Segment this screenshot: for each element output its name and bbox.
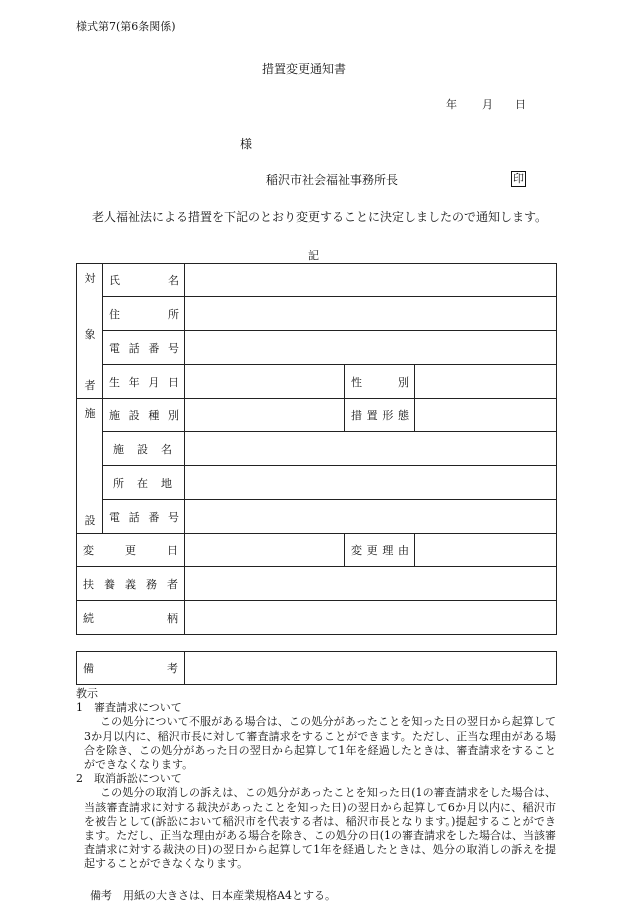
main-table [76, 263, 557, 635]
footer-note: 備考 用紙の大きさは、日本産業規格A4とする。 [90, 889, 336, 902]
label-char: 設 [137, 442, 148, 456]
value-facility-name[interactable] [185, 432, 557, 466]
label-char: 理 [382, 544, 394, 557]
value-measure-form[interactable] [415, 399, 557, 432]
label-location [103, 466, 185, 500]
value-sex[interactable] [415, 365, 557, 399]
label-char: 番 [148, 341, 160, 355]
value-address[interactable] [185, 297, 557, 331]
date-year-label: 年 [446, 98, 457, 111]
label-char: 別 [398, 375, 409, 389]
label-char: 養 [104, 577, 115, 591]
label-char: 措 [351, 409, 362, 422]
label-char: 扶 [83, 577, 94, 591]
label-char: 柄 [167, 611, 178, 625]
label-char: 態 [397, 409, 409, 422]
label-char: 変 [83, 544, 94, 557]
label-char: 形 [382, 409, 394, 422]
remarks-table [76, 651, 557, 685]
label-char: 年 [128, 375, 140, 389]
value-facility-type[interactable] [185, 399, 345, 432]
label-char: 氏 [109, 274, 120, 287]
value-name[interactable] [185, 264, 557, 297]
label-char: 務 [146, 577, 157, 591]
label-char: 備 [83, 662, 94, 675]
value-remarks[interactable] [185, 652, 557, 685]
label-char: 所 [113, 476, 124, 490]
label-char: 続 [83, 611, 94, 625]
value-phone[interactable] [185, 331, 557, 365]
group-subject-cell [77, 264, 103, 399]
label-char: 号 [167, 510, 179, 524]
value-birthdate[interactable] [185, 365, 345, 399]
label-char: 電 [109, 341, 120, 355]
label-char: 日 [167, 544, 178, 557]
label-name [103, 264, 185, 297]
label-char: 在 [137, 476, 148, 490]
item2-body: この処分の取消しの訴えは、この処分があったことを知った日(1の審査請求をした場合は、当該審査請求に対する裁決があったことを知った日)の翌日から起算して6か月以内に、稲沢市を被告として(訴訟において稲沢市を代表する者は、稲沢市長となります。)提起することができます。ただし、正当な理由がある場合を除き、この処分の日(1の審査請求をした場合は、当該審査請求に対する裁決の日)の翌日から起算して1年を経過したときは、処分の取消しの訴えを提起することができなくなります。 [84, 786, 556, 871]
document-title: 措置変更通知書 [262, 62, 347, 76]
label-facility-name [103, 432, 185, 466]
sender-name: 稲沢市社会福祉事務所長 [266, 173, 399, 187]
group-facility-char: 設 [84, 514, 96, 527]
value-change-date[interactable] [185, 534, 345, 567]
label-char: 地 [161, 476, 172, 490]
seal-mark: 印 [513, 172, 524, 185]
group-subject-char: 者 [84, 379, 96, 392]
item2-title: 2 取消訴訟について [76, 772, 182, 786]
label-char: 生 [109, 375, 120, 389]
label-supporter [77, 567, 185, 601]
value-supporter[interactable] [185, 567, 557, 601]
form-number: 様式第7(第6条関係) [76, 20, 176, 33]
label-char: 施 [113, 442, 124, 456]
date-month-label: 月 [482, 98, 493, 111]
label-char: 考 [167, 662, 178, 675]
label-char: 由 [397, 544, 409, 557]
label-relationship [77, 601, 185, 635]
instructions-section [76, 687, 556, 872]
label-char: 変 [351, 544, 362, 557]
label-char: 名 [168, 274, 179, 287]
label-char: 号 [167, 341, 179, 355]
label-char: 日 [167, 375, 179, 389]
intro-text: 老人福祉法による措置を下記のとおり変更することに決定しましたので通知します。 [92, 210, 548, 224]
label-char: 種 [148, 409, 160, 422]
label-char: 住 [109, 307, 120, 321]
label-char: 所 [168, 307, 179, 321]
label-char: 番 [148, 510, 160, 524]
date-day-label: 日 [515, 98, 526, 111]
label-char: 別 [167, 409, 179, 422]
label-remarks [77, 652, 185, 685]
label-facility-type [103, 399, 185, 432]
label-char: 者 [167, 577, 178, 591]
addressee-suffix: 様 [240, 137, 253, 151]
item1-body: この処分について不服がある場合は、この処分があったことを知った日の翌日から起算して3か月以内に、稲沢市長に対して審査請求をすることができます。ただし、正当な理由がある場合を除き、この処分があった日の翌日から起算して1年を経過したときは、審査請求をすることができなくなります。 [84, 715, 556, 772]
group-subject-char: 対 [84, 272, 96, 285]
label-char: 更 [366, 544, 378, 557]
value-facility-phone[interactable] [185, 500, 557, 534]
label-char: 施 [109, 409, 120, 422]
label-change-reason [345, 534, 415, 567]
label-char: 電 [109, 510, 120, 524]
label-char: 話 [128, 510, 140, 524]
label-measure-form [345, 399, 415, 432]
item1-title: 1 審査請求について [76, 701, 182, 715]
value-change-reason[interactable] [415, 534, 557, 567]
label-phone [103, 331, 185, 365]
ki-label: 記 [308, 249, 319, 262]
group-facility-char: 施 [84, 407, 96, 420]
label-char: 更 [125, 544, 136, 557]
value-relationship[interactable] [185, 601, 557, 635]
instructions-heading: 教示 [76, 687, 98, 700]
label-char: 義 [125, 577, 136, 591]
group-subject-char: 象 [84, 328, 96, 341]
value-location[interactable] [185, 466, 557, 500]
label-facility-phone [103, 500, 185, 534]
label-char: 名 [161, 442, 172, 456]
label-birthdate [103, 365, 185, 399]
label-char: 設 [128, 409, 140, 422]
label-sex [345, 365, 415, 399]
label-char: 置 [366, 409, 378, 422]
label-change-date [77, 534, 185, 567]
label-address [103, 297, 185, 331]
group-facility-cell [77, 399, 103, 534]
label-char: 話 [128, 341, 140, 355]
label-char: 月 [148, 375, 160, 389]
label-char: 性 [351, 375, 362, 389]
